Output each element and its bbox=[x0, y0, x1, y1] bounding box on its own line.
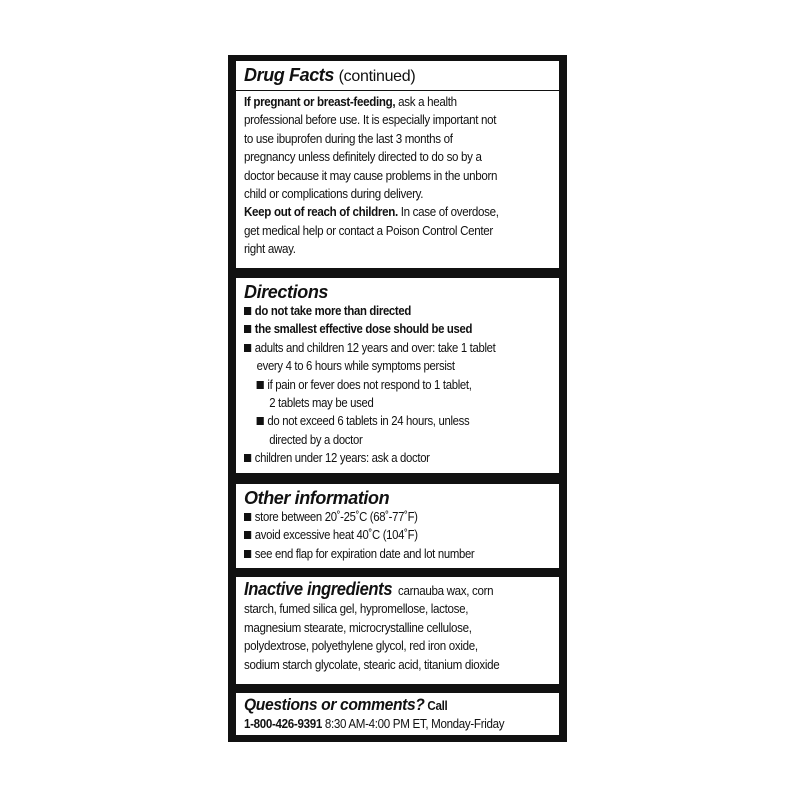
list-item bbox=[244, 320, 555, 338]
directions-list bbox=[244, 302, 555, 468]
pregnancy-line: ask a health bbox=[398, 95, 457, 109]
hours-text: 8:30 AM-4:00 PM ET, Monday-Friday bbox=[324, 717, 505, 732]
inactive-ingredients-title: Inactive ingredients bbox=[244, 579, 393, 599]
pregnancy-line: to use ibuprofen during the last 3 months of bbox=[244, 131, 453, 146]
drug-facts-label bbox=[228, 55, 567, 742]
sub-list-item bbox=[244, 412, 555, 430]
phone-number: 1-800-426-9391 bbox=[244, 717, 322, 732]
drug-facts-panel bbox=[236, 61, 559, 268]
list-item-text: if pain or fever does not respond to 1 tablet, bbox=[267, 377, 472, 392]
sub-list-item-continued bbox=[244, 394, 555, 412]
ingredients-line: starch, fumed silica gel, hypromellose, lactose, bbox=[244, 602, 469, 617]
directions-title: Directions bbox=[244, 282, 329, 302]
list-item bbox=[244, 545, 555, 563]
title-divider bbox=[236, 90, 559, 91]
bullet-square-icon bbox=[244, 344, 251, 352]
list-item bbox=[244, 302, 555, 320]
bullet-square-icon bbox=[244, 513, 251, 521]
list-item-text: directed by a doctor bbox=[269, 432, 363, 447]
pregnancy-line: pregnancy unless definitely directed to do so by a bbox=[244, 150, 482, 165]
list-item-text: 2 tablets may be used bbox=[269, 396, 374, 411]
bullet-square-icon bbox=[257, 417, 264, 425]
children-heading: Keep out of reach of children. bbox=[244, 205, 398, 220]
drug-facts-heading: Drug Facts bbox=[244, 65, 335, 85]
list-item-text: adults and children 12 years and over: take 1 tablet bbox=[254, 340, 496, 355]
list-item-text: store between 20˚-25˚C (68˚-77˚F) bbox=[254, 510, 418, 524]
children-line: In case of overdose, bbox=[400, 205, 499, 220]
call-label: Call bbox=[427, 699, 448, 713]
list-item-text: do not exceed 6 tablets in 24 hours, unless bbox=[267, 414, 470, 429]
pregnancy-line: child or complications during delivery. bbox=[244, 187, 424, 202]
sub-list-item bbox=[244, 376, 555, 394]
pregnancy-line: professional before use. It is especially important not bbox=[244, 113, 497, 128]
drug-facts-continued: (continued) bbox=[338, 68, 416, 85]
list-item-text: the smallest effective dose should be used bbox=[254, 322, 473, 337]
children-line: get medical help or contact a Poison Control Center bbox=[244, 223, 493, 238]
inactive-ingredients-panel bbox=[236, 577, 559, 684]
list-item bbox=[244, 526, 555, 544]
bullet-square-icon bbox=[244, 307, 251, 315]
list-item-continued bbox=[244, 357, 555, 375]
list-item bbox=[244, 508, 555, 526]
directions-panel bbox=[236, 278, 559, 473]
ingredients-line: carnauba wax, corn bbox=[397, 584, 494, 598]
questions-title: Questions or comments? bbox=[244, 695, 425, 714]
inactive-ingredients-text bbox=[244, 577, 551, 674]
ingredients-line: magnesium stearate, microcrystalline cellulose, bbox=[244, 620, 472, 635]
list-item-text: do not take more than directed bbox=[254, 304, 411, 318]
pregnancy-heading: If pregnant or breast-feeding, bbox=[244, 95, 396, 109]
other-information-panel bbox=[236, 484, 559, 568]
questions-panel bbox=[236, 693, 559, 735]
other-information-title: Other information bbox=[244, 488, 390, 508]
sub-list-item-continued bbox=[244, 431, 555, 449]
ingredients-line: sodium starch glycolate, stearic acid, titanium dioxide bbox=[244, 657, 500, 672]
bullet-square-icon bbox=[257, 381, 264, 389]
pregnancy-warning bbox=[244, 93, 551, 259]
other-information-list bbox=[244, 508, 555, 563]
list-item bbox=[244, 449, 555, 467]
list-item bbox=[244, 339, 555, 357]
list-item-text: see end flap for expiration date and lot number bbox=[254, 546, 475, 561]
bullet-square-icon bbox=[244, 325, 251, 333]
questions-text bbox=[244, 693, 551, 734]
list-item-text: avoid excessive heat 40˚C (104˚F) bbox=[254, 528, 418, 543]
list-item-text: children under 12 years: ask a doctor bbox=[254, 451, 430, 466]
drug-facts-title bbox=[244, 61, 553, 87]
children-line: right away. bbox=[244, 242, 296, 257]
bullet-square-icon bbox=[244, 531, 251, 539]
bullet-square-icon bbox=[244, 454, 251, 462]
list-item-text: every 4 to 6 hours while symptoms persist bbox=[256, 359, 455, 374]
pregnancy-line: doctor because it may cause problems in the unborn bbox=[244, 168, 498, 183]
bullet-square-icon bbox=[244, 550, 251, 558]
ingredients-line: polydextrose, polyethylene glycol, red iron oxide, bbox=[244, 639, 478, 654]
